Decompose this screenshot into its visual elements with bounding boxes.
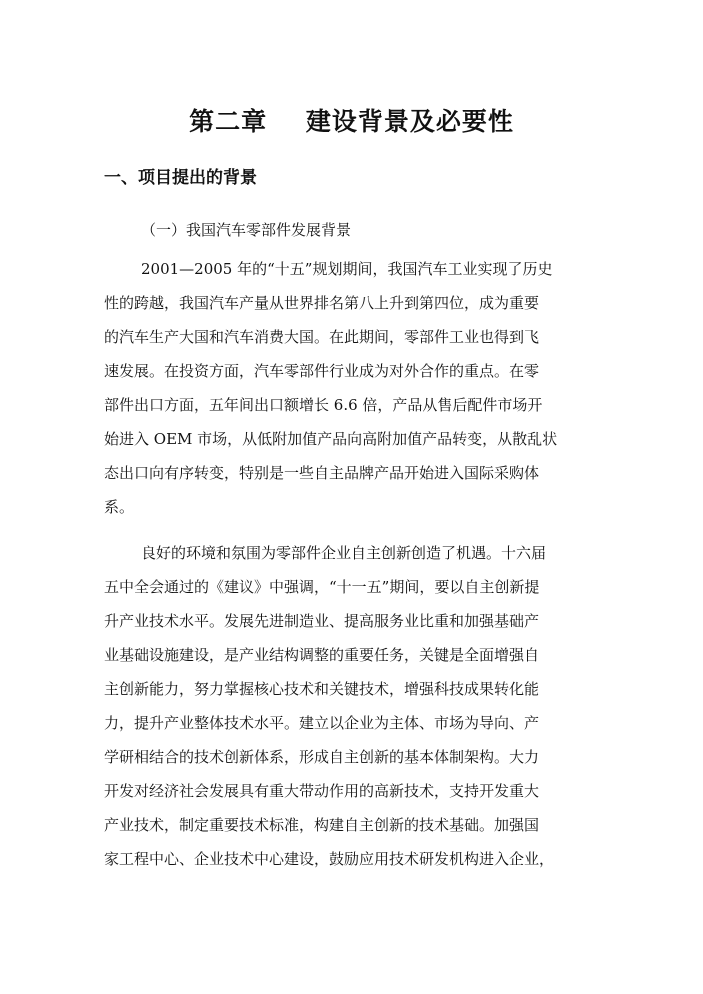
paragraph-line: 态出口向有序转变，特别是一些自主品牌产品开始进入国际采购体: [104, 464, 540, 482]
paragraph-line: 部件出口方面，五年间出口额增长 6.6 倍，产品从售后配件市场开: [104, 396, 543, 414]
paragraph-line: 学研相结合的技术创新体系，形成自主创新的基本体制架构。大力: [104, 748, 540, 766]
paragraph-line: 升产业技术水平。发展先进制造业、提高服务业比重和加强基础产: [104, 612, 540, 630]
paragraph-line: 家工程中心、企业技术中心建设，鼓励应用技术研发机构进入企业，: [104, 850, 555, 868]
paragraph-line: 性的跨越，我国汽车产量从世界排名第八上升到第四位，成为重要: [104, 294, 540, 312]
paragraph-line: 系。: [104, 498, 135, 516]
paragraph-line: 开发对经济社会发展具有重大带动作用的高新技术，支持开发重大: [104, 782, 540, 800]
paragraph-line: 始进入 OEM 市场，从低附加值产品向高附加值产品转变，从散乱状: [104, 430, 558, 448]
paragraph-line: 的汽车生产大国和汽车消费大国。在此期间，零部件工业也得到飞: [104, 328, 540, 346]
chapter-title: 第二章 建设背景及必要性: [189, 107, 514, 136]
section-heading: 一、项目提出的背景: [104, 168, 257, 188]
paragraph-line: 主创新能力，努力掌握核心技术和关键技术，增强科技成果转化能: [104, 680, 540, 698]
paragraph-line: 业基础设施建设，是产业结构调整的重要任务，关键是全面增强自: [104, 646, 540, 664]
paragraph-line: 2001—2005 年的“十五”规划期间，我国汽车工业实现了历史: [141, 260, 553, 278]
paragraph-line: 速发展。在投资方面，汽车零部件行业成为对外合作的重点。在零: [104, 362, 540, 380]
paragraph-line: 力，提升产业整体技术水平。建立以企业为主体、市场为导向、产: [104, 714, 540, 732]
paragraph-line: 五中全会通过的《建议》中强调，“十一五”期间，要以自主创新提: [104, 578, 540, 596]
paragraph-line: 良好的环境和氛围为零部件企业自主创新创造了机遇。十六届: [141, 544, 547, 562]
paragraph-line: 产业技术，制定重要技术标准，构建自主创新的技术基础。加强国: [104, 816, 540, 834]
sub-heading: （一）我国汽车零部件发展背景: [141, 221, 352, 239]
